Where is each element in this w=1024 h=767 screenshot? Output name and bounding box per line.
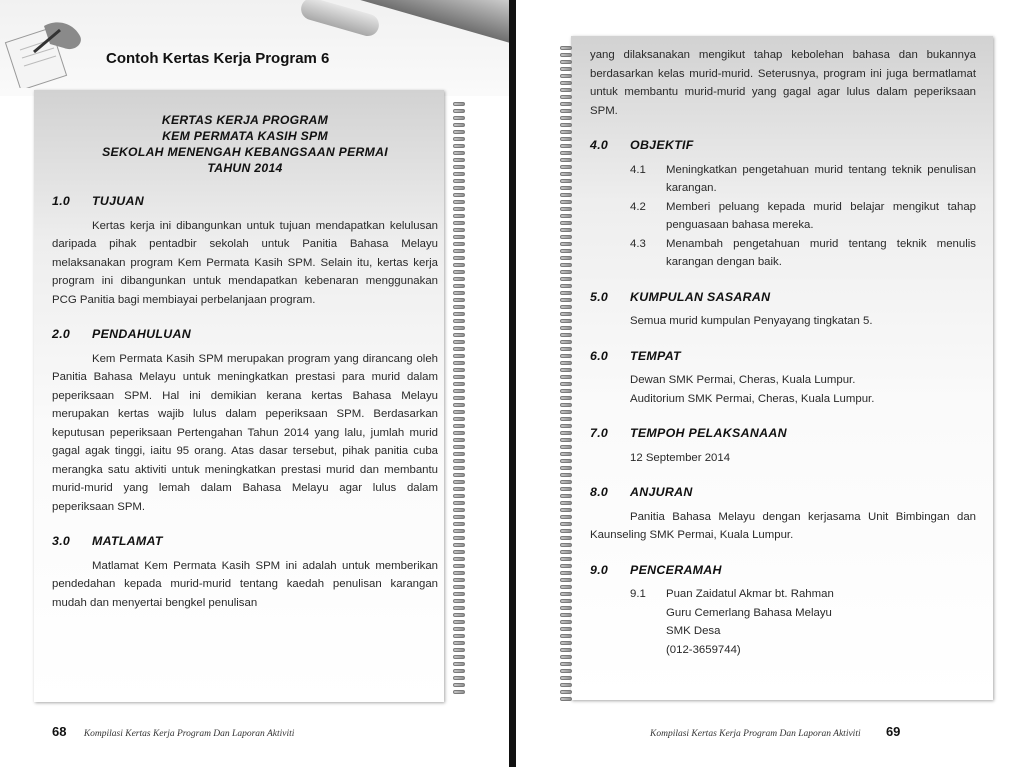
section-heading-text: PENCERAMAH <box>630 562 722 577</box>
section-heading-anjuran <box>590 483 976 502</box>
spiral-binding-right <box>560 46 574 704</box>
speaker-line: (012-3659744) <box>666 643 741 656</box>
item-number: 4.3 <box>630 237 646 250</box>
doc-header-line: SEKOLAH MENENGAH KEBANGSAAN PERMAI <box>102 145 388 159</box>
item-text: Menambah pengetahuan murid tentang teknik menulis karangan dengan baik. <box>666 237 976 268</box>
objective-item <box>590 235 976 272</box>
doc-header <box>52 112 438 176</box>
section-heading-kumpulan-sasaran <box>590 288 976 307</box>
tempat-line: Auditorium SMK Permai, Cheras, Kuala Lumpur. <box>630 392 875 405</box>
tempat-line: Dewan SMK Permai, Cheras, Kuala Lumpur. <box>630 374 856 386</box>
section-heading-text: OBJEKTIF <box>630 138 694 152</box>
section-heading-text: TUJUAN <box>92 194 145 208</box>
right-content <box>590 46 976 659</box>
footer-left <box>52 724 294 739</box>
footer-right <box>650 724 900 739</box>
objective-item <box>590 198 976 235</box>
doc-header-line: TAHUN 2014 <box>207 161 283 175</box>
section-title: Contoh Kertas Kerja Program 6 <box>106 50 330 67</box>
section-heading-tempoh <box>590 424 976 443</box>
section-heading-matlamat <box>52 532 438 551</box>
spiral-binding-left <box>453 102 467 697</box>
section-number: 4.0 <box>590 138 609 152</box>
doc-header-line: KERTAS KERJA PROGRAM <box>161 113 329 127</box>
speaker-line: Guru Cemerlang Bahasa Melayu <box>666 606 832 619</box>
section-heading-penceramah <box>590 561 976 580</box>
speaker-item <box>590 585 976 659</box>
section-number: 2.0 <box>52 327 71 341</box>
tempoh-date: 12 September 2014 <box>630 451 731 464</box>
doc-header-line: KEM PERMATA KASIH SPM <box>162 129 328 143</box>
section-number: 5.0 <box>590 289 609 304</box>
pen-cap-graphic <box>299 0 382 39</box>
speaker-line: Puan Zaidatul Akmar bt. Rahman <box>666 588 834 600</box>
continued-paragraph: yang dilaksanakan mengikut tahap kebolehan bahasa dan bukannya berdasarkan kelas murid-murid. Seterusnya, program ini juga bermatlamat untuk membantu murid-murid yang gagal agar lulus dalam peperiksaan SPM. <box>590 49 976 117</box>
speaker-line: SMK Desa <box>666 625 721 637</box>
section-heading-text: KUMPULAN SASARAN <box>630 289 771 304</box>
pendahuluan-paragraph: Kem Permata Kasih SPM merupakan program yang dirancang oleh Panitia Bahasa Melayu untuk meningkatkan prestasi para murid dalam peperiksaan SPM. Hal ini demikian kerana kertas Bahasa Melayu merupakan kertas wajib lulus dalam peperiksaan SPM. Berdasarkan keputusan peperiksaan Pertengahan Tahun 2014 yang lalu, jumlah murid gagal agak tinggi, iaitu 95 orang. Atas dasar tersebut, pihak panitia cuba merangka satu aktiviti untuk meningkatkan prestasi murid dan membantu murid-murid yang lemah dalam Bahasa Melayu agar lulus dalam peperiksaan SPM. <box>52 352 438 513</box>
section-heading-text: TEMPAT <box>630 348 681 363</box>
section-number: 1.0 <box>52 194 71 208</box>
kumpulan-sasaran-text: Semua murid kumpulan Penyayang tingkatan 5. <box>630 315 873 327</box>
writing-hand-icon <box>4 4 90 88</box>
footer-text: Kompilasi Kertas Kerja Program Dan Laporan Aktiviti <box>83 729 295 739</box>
section-number: 6.0 <box>590 348 609 363</box>
section-heading-objektif <box>590 136 976 155</box>
item-number: 4.1 <box>630 163 646 176</box>
item-number: 4.2 <box>630 200 646 213</box>
anjuran-paragraph: Panitia Bahasa Melayu dengan kerjasama Unit Bimbingan dan Kaunseling SMK Permai, Kuala Lumpur. <box>590 510 976 541</box>
page-number: 69 <box>885 724 901 739</box>
section-heading-text: ANJURAN <box>630 485 693 499</box>
header-illustration <box>0 0 509 96</box>
page-number: 68 <box>52 724 67 739</box>
section-number: 3.0 <box>52 534 71 548</box>
speaker-details <box>666 585 976 659</box>
tujuan-paragraph: Kertas kerja ini dibangunkan untuk tujuan mendapatkan kelulusan daripada pihak pentadbir sekolah untuk Panitia Bahasa Melayu melaksanakan program Kem Permata Kasih SPM. Selain itu, kertas kerja program ini dibangunkan untuk mendapatkan kebenaran menggunakan PCG Panitia bagi membiayai perbelanjaan program. <box>52 219 438 306</box>
section-heading-text: PENDAHULUAN <box>92 327 191 341</box>
item-text: Meningkatkan pengetahuan murid tentang teknik penulisan karangan. <box>666 163 976 194</box>
section-heading-text: MATLAMAT <box>92 534 163 548</box>
section-heading-tujuan <box>52 192 438 211</box>
left-content <box>52 112 438 612</box>
matlamat-paragraph: Matlamat Kem Permata Kasih SPM ini adalah untuk memberikan pendedahan kepada murid-murid tentang kaedah penulisan karangan mudah dan menyertai bengkel penulisan <box>52 559 438 609</box>
section-heading-text: TEMPOH PELAKSANAAN <box>630 426 787 440</box>
section-number: 8.0 <box>590 485 609 499</box>
section-number: 7.0 <box>590 426 609 440</box>
section-heading-pendahuluan <box>52 325 438 344</box>
page-gutter <box>509 0 516 767</box>
item-text: Memberi peluang kepada murid belajar mengikut tahap penguasaan bahasa mereka. <box>666 200 976 231</box>
section-heading-tempat <box>590 347 976 366</box>
item-number: 9.1 <box>630 588 646 600</box>
objective-item <box>590 161 976 198</box>
footer-text: Kompilasi Kertas Kerja Program Dan Laporan Aktiviti <box>650 729 861 739</box>
section-number: 9.0 <box>590 562 609 577</box>
